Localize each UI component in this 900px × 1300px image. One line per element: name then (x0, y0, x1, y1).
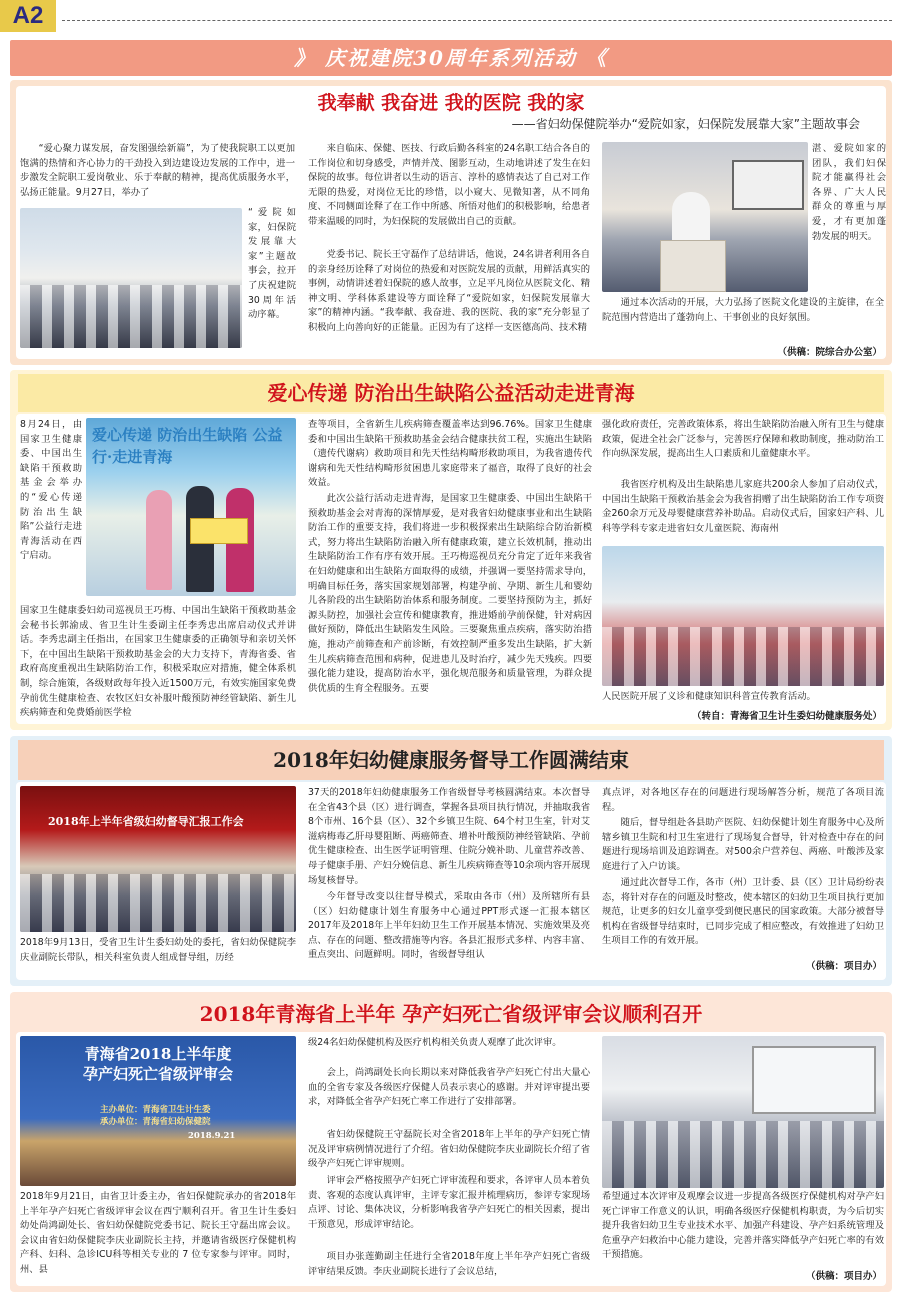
article4-col2c-text: 省妇幼保健院王守磊院长对全省2018年上半年的孕产妇死亡情况及评审病例情况进行了介绍。省妇幼保健院李庆业副院长介绍了省级孕产妇死亡评审规则。 (308, 1129, 590, 1170)
article2-col2 (308, 418, 592, 492)
page-number: A2 (0, 0, 56, 32)
article2-col3-text: 强化政府责任，完善政策体系，将出生缺陷防治融入所有卫生与健康政策，促进全社会广泛参与，完善医疗保障和救助制度，推动防治工作向纵深发展，提高出生人口素质和儿童健康水平。 (602, 419, 884, 460)
article3-col3b-text: 随后，督导组赴各县助产医院、妇幼保健计划生育服务中心及所辖乡镇卫生院和村卫生室进行了现场复合督导，针对检查中存在的问题进行现场培训及追踪调查。对500余户营养包、两癌、叶酸涉及家庭进行了入户访谈。 (602, 817, 884, 872)
article2-col1-text: 国家卫生健康委妇幼司巡视员王巧梅、中国出生缺陷干预救助基金会秘书长郭渝成、省卫生计生委副主任李秀忠出席启动仪式并讲话。李秀忠副主任指出，在国家卫生健康委的正确领导和亲切关怀下，在中国出生缺陷干预救助基金会的大力支持下，青海省委、省政府高度重视出生缺陷防治工作，积极采取应对措施，健全体系机制，综合施策，各级财政每年投入近1500万元，有效实施国家免费孕前优生健康检查、农牧区妇女补服叶酸预防神经管缺陷、新生儿疾病筛查和免费婚前医学检 (20, 605, 296, 719)
article2-col2b-text: 此次公益行活动走进青海，是国家卫生健康委、中国出生缺陷干预救助基金会对青海的深情厚爱，是对我省妇幼健康事业和出生缺陷防治工作的重要支持，我们将进一步积极探索出生缺陷综合防治新模式，努力将出生缺陷防治融入所有健康政策，建立长效机制，推动出生缺陷防治工作有序有效开展。王巧梅巡视员充分肯定了近年来我省在妇幼健康和出生缺陷方面取得的成绩，并强调一要坚持需求导向，明确目标任务，落实国家规划部署，构建孕前、孕期、新生儿和婴幼儿各阶段的出生缺陷防治体系和服务制度。二要坚持预防为主，抓好源头防控，加强社会宣传和健康教育，推进婚前孕前保健，针对病因做好预防，降低出生缺陷发生风险。三要聚焦重点疾病，落实防治措施，推动产前筛查和产前诊断，有效控制严重多发出生缺陷，扩大新生儿疾病筛查范围和病种，促进患儿及时治疗，减少先天残疾。四要强化能力建设，提高防治水平，强化规范服务和质量管理，为群众提供优质的生育全程服务。五要 (308, 493, 592, 694)
article1-photo-speaker (602, 142, 808, 292)
article1-col3 (602, 296, 884, 340)
presentation-screen (752, 1046, 876, 1114)
meeting-crowd (20, 874, 296, 932)
article3-caption (20, 936, 296, 968)
article3-photo-meeting (20, 786, 296, 932)
article2-col3c (602, 690, 884, 706)
article1-col2-text: 来自临床、保健、医技、行政后勤各科室的24名职工结合各自的工作岗位和切身感受，声情并茂、图影互动，生动地讲述了发生在妇保院的故事。每位讲者以生动的语言、淳朴的感情表达了自己对工作无限的热爱，对岗位无比的珍惜，以小窥大、见微知著，从不同角度、不同侧面诠释了在工作中所感、所悟对他们的积极影响，给患者带来温暖的同时，为妇保院的发展做出自己的贡献。 (308, 143, 590, 227)
article2-title: 爱心传递 防治出生缺陷公益活动走进青海 (18, 374, 884, 412)
article4-col3 (602, 1190, 884, 1264)
article4-col2c (308, 1128, 590, 1174)
article4-photo-date: 2018.9.21 (188, 1131, 236, 1141)
article4-photo-review (602, 1036, 884, 1188)
article3-col3 (602, 786, 884, 816)
article3-col2b (308, 890, 590, 978)
article1-subtitle: ——省妇幼保健院举办“爱院如家，妇保院发展靠大家”主题故事会 (511, 117, 860, 131)
article1-col3-side (812, 142, 886, 294)
article2-col3b-text: 我省医疗机构及出生缺陷患儿家庭共200余人参加了启动仪式，中国出生缺陷干预救治基金会为我省捐赠了出生缺陷防治工作专项资金260余万元及母婴健康营养补助品。启动仪式后，国家妇产科、儿科等学科专家走进省妇女儿童医院、海南州 (602, 479, 884, 534)
article4-caption-text: 2018年9月21日，由省卫计委主办，省妇保健院承办的省2018年上半年孕产妇死亡省级评审会议在西宁顺利召开。省卫生计生委妇幼处尚鸿副处长、省妇幼保健院党委书记、院长王守磊出席会议。会议由省妇幼保健院李庆业副院长主持，并邀请省级医疗保健机构产科、妇科、急诊ICU科等相关专业的 7 位专家参与评审。同时，州、县 (20, 1191, 296, 1275)
article1-lead (20, 142, 295, 204)
article4-credit: （供稿：项目办） (805, 1271, 882, 1282)
article1-col3-text: 通过本次活动的开展，大力弘扬了医院文化建设的主旋律，在全院范围内营造出了蓬勃向上、干事创业的良好氛围。 (602, 297, 884, 323)
article3-title: 2018年妇幼健康服务督导工作圆满结束 (18, 740, 884, 780)
article1-col3-side-text: 湛、爱院如家的团队，我们妇保院才能赢得社会各界、广大人民群众的尊重与厚爱，才有更加蓬勃发展的明天。 (812, 143, 886, 242)
article4-col2b-text: 会上，尚鸿副处长向长期以来对降低我省孕产妇死亡付出大量心血的全省专家及各级医疗保健人员表示衷心的感谢。并对评审提出要求，对降低全省孕产妇死亡率工作进行了安排部署。 (308, 1067, 590, 1108)
article4-photo-title1: 青海省2018上半年度 (84, 1045, 232, 1063)
article4-col2e (308, 1250, 590, 1282)
article4-col3-text: 希望通过本次评审及观摩会议进一步提高各级医疗保健机构对孕产妇死亡评审工作意义的认识，明确各级医疗保健机构职责，为今后切实提升我省妇幼卫生专业技术水平、加强产科建设、孕产妇系统管理及危重孕产妇救治中心能力建设，完善并落实降低孕产妇死亡率的有效干预措施。 (602, 1191, 884, 1261)
group-crowd (602, 627, 884, 686)
article3-col3b (602, 816, 884, 876)
article4-photo-stage (20, 1036, 296, 1186)
article3-credit: （供稿：项目办） (805, 961, 882, 972)
header-divider (62, 20, 892, 21)
article3-col2b-text: 今年督导改变以往督导模式，采取由各市（州）及所辖所有县（区）妇幼健康计划生育服务中心通过PPT形式逐一汇报本辖区2017年及2018年上半年妇幼卫生工作开展基本情况、实施效果及亮点、存在的问题、整改措施等内容。各县汇报形式多样、内容丰富、重点突出、问题鲜明。同时，省级督导组认 (308, 891, 590, 961)
series-banner-text: 》 庆祝建院30周年系列活动 《 (294, 46, 608, 70)
article1-lead-text: “爱心聚力谋发展，奋发图强绘新篇”，为了使我院职工以更加饱满的热情和齐心协力的干劲投入到边建设边发展的工作中，进一步激发全院职工爱岗敬业、乐于奉献的精神，提高优质服务水平，弘扬正能量。9月27日，举办了 (20, 143, 295, 198)
person-figure (146, 490, 172, 590)
article2-photo-group (602, 546, 884, 686)
article3-caption-text: 2018年9月13日，受省卫生计生委妇幼处的委托，省妇幼保健院李庆业副院长带队，相关科室负责人组成督导组，历经 (20, 937, 296, 963)
audience-crowd (20, 285, 242, 348)
article4-photo-org1: 主办单位：青海省卫生计生委 (100, 1105, 211, 1115)
article3-col2-text: 37天的2018年妇幼健康服务工作省级督导考核圆满结束。本次督导在全省43个县（区）进行调查，掌握各县项目执行情况，并抽取我省8个市州、16个县（区）、32个乡镇卫生院、64个村卫生室，针对艾滋病梅毒乙肝母婴阻断、两癌筛查、增补叶酸预防神经管缺陷、孕前优生健康检查、出生医学证明管理、住院分娩补助、儿童营养改善、母子健康手册、产妇分娩信息、新生儿疾病筛查等10余项内容开展现场复核督导。 (308, 787, 590, 886)
article2-col1-side-text: 8月24日，由国家卫生健康委、中国出生缺陷干预救助基金会举办的“爱心传递 防治出生缺陷”公益行走进青海活动在西宁启动。 (20, 419, 82, 562)
article2-col3b (602, 478, 884, 542)
article4-col2d-text: 评审会严格按照孕产妇死亡评审流程和要求，各评审人员本着负责、客观的态度认真评审，主评专家汇报并梳理病历，参评专家现场点评、讨论、集体决议，分析影响我省孕产妇死亡的相关因素，提出干预意见，形成评审结论。 (308, 1175, 590, 1230)
article2-col2b (308, 492, 592, 722)
article4-photo-title2: 孕产妇死亡省级评审会 (82, 1065, 233, 1083)
article1-col2 (308, 142, 590, 248)
projection-screen (732, 160, 804, 210)
review-crowd (602, 1121, 884, 1188)
article2-photo-banner-text: 爱心传递 防治出生缺陷 公益行·走进青海 (92, 426, 283, 466)
article2-photo-ceremony (86, 418, 296, 596)
article4-title: 2018年青海省上半年 孕产妇死亡省级评审会议顺利召开 (199, 1002, 703, 1026)
article2-col3 (602, 418, 884, 478)
article4-col2e-text: 项目办张莲勤副主任进行全省2018年度上半年孕产妇死亡省级评审结果反馈。李庆业副院长进行了会议总结， (308, 1251, 590, 1277)
article1-credit: （供稿：院综合办公室） (777, 347, 882, 358)
article3-col2 (308, 786, 590, 888)
article4-col2 (308, 1036, 590, 1066)
article2-col1-side (20, 418, 82, 602)
series-banner (10, 40, 892, 76)
article4-col2d (308, 1174, 590, 1248)
article2-credit: （转自：青海省卫生计生委妇幼健康服务处） (691, 711, 882, 722)
article3-col3-text: 真点评，对各地区存在的问题进行现场解答分析，规范了各项目流程。 (602, 787, 884, 813)
article4-col2-text: 级24名妇幼保健机构及医疗机构相关负责人观摩了此次评审。 (308, 1037, 562, 1048)
article2-col1 (20, 604, 296, 722)
article1-photo-audience (20, 208, 242, 348)
article2-col2-text: 查等项目，全省新生儿疾病筛查覆盖率达到96.76%。国家卫生健康委和中国出生缺陷干预救助基金会结合健康扶贫工程，实施出生缺陷（遗传代谢病）救助项目和先天性结构畸形救助项目，为我省遗传代谢病和先天性结构畸形贫困患儿家庭带来了福音，取得了良好的社会效益。 (308, 419, 592, 489)
article1-title: 我奉献 我奋进 我的医院 我的家 (317, 92, 585, 114)
article3-col3c-text: 通过此次督导工作，各市（州）卫计委、县（区）卫计局纷纷表态，将针对存在的问题及时整改，使本辖区的妇幼卫生项目执行更加规范，让更多的妇女儿童享受到便民惠民的国家政策。大部分被督导机构在省级督导结束时，已同步完成了相应整改，有效推进了妇幼卫生项目工作的有效开展。 (602, 877, 884, 947)
article4-photo-org2: 承办单位：青海省妇幼保健院 (100, 1117, 211, 1127)
article1-col2b (308, 248, 590, 358)
article2-col3c-text: 人民医院开展了义诊和健康知识科普宣传教育活动。 (602, 691, 816, 702)
article1-col2b-text: 党委书记、院长王守磊作了总结讲话，他说，24名讲者利用各自的亲身经历诠释了对岗位的热爱和对医院发展的贡献，用鲜活真实的事例，动情讲述着妇保院的感人故事，立足平凡岗位从医院文化、精神文明、学科体系建设等方面诠释了“爱院如家，妇保院发展靠大家”的精神内涵。“我奉献、我奋进、我的医院、我的家”充分彰显了积极向上向善向好的正能量。正因为有了这样一支医德高尚、技术精 (308, 249, 590, 333)
article3-photo-banner-text: 2018年上半年省级妇幼督导汇报工作会 (48, 815, 244, 828)
article4-col2b (308, 1066, 590, 1126)
article4-caption (20, 1190, 296, 1284)
donation-board (190, 518, 248, 544)
article3-col3c (602, 876, 884, 954)
article1-lead-side-text: “爱院如家，妇保院发展靠大家”主题故事会，拉开了庆祝建院30周年活动序幕。 (248, 207, 296, 321)
podium (660, 240, 726, 292)
article1-lead-side (248, 206, 296, 356)
